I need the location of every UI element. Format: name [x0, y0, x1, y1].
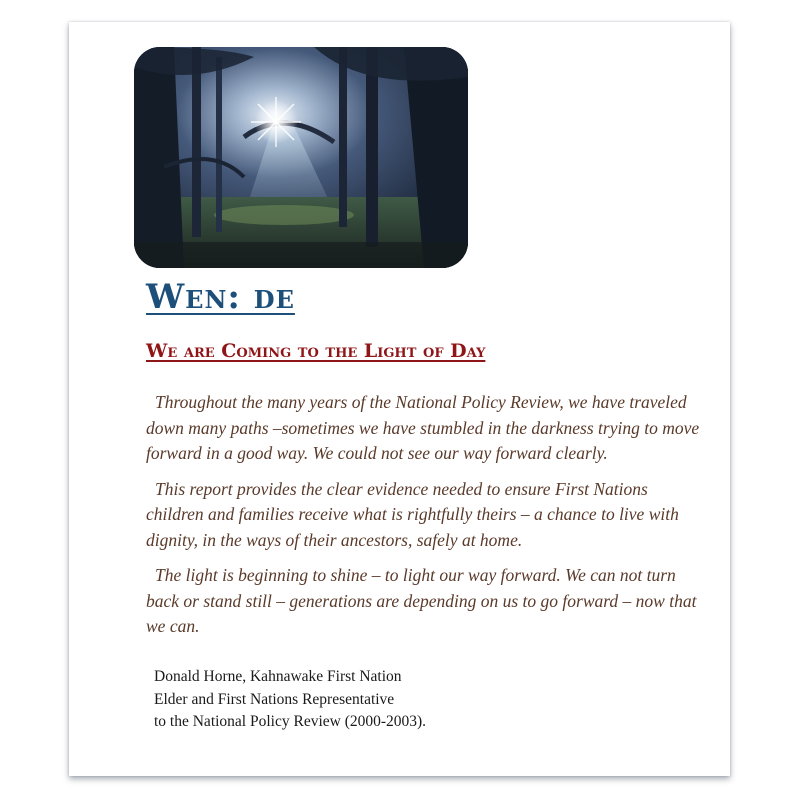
quote-paragraph: The light is beginning to shine – to light our way forward. We can not turn back or stand still – generations are depending on us to go forward – now that we can. [146, 565, 697, 636]
document-page [69, 22, 730, 776]
quote-paragraph: Throughout the many years of the National Policy Review, we have traveled down many paths –sometimes we have stumbled in the darkness trying to move forward in a good way. We could not see our way forward clearly. [146, 392, 700, 463]
signature-line: to the National Policy Review (2000-2003). [154, 713, 427, 730]
signature-block [154, 666, 426, 734]
quote-paragraph: This report provides the clear evidence needed to ensure First Nations children and families receive what is rightfully theirs – a chance to live with dignity, in the ways of their ancestors, safely at home. [146, 478, 679, 550]
page-subtitle: We are Coming to the Light of Day [146, 340, 486, 362]
page-title: Wen: de [146, 277, 295, 317]
signature-line: Donald Horne, Kahnawake First Nation [154, 668, 402, 685]
quote-body [146, 390, 706, 650]
forest-sunburst-photo [134, 47, 468, 268]
signature-line: Elder and First Nations Representative [154, 690, 395, 708]
